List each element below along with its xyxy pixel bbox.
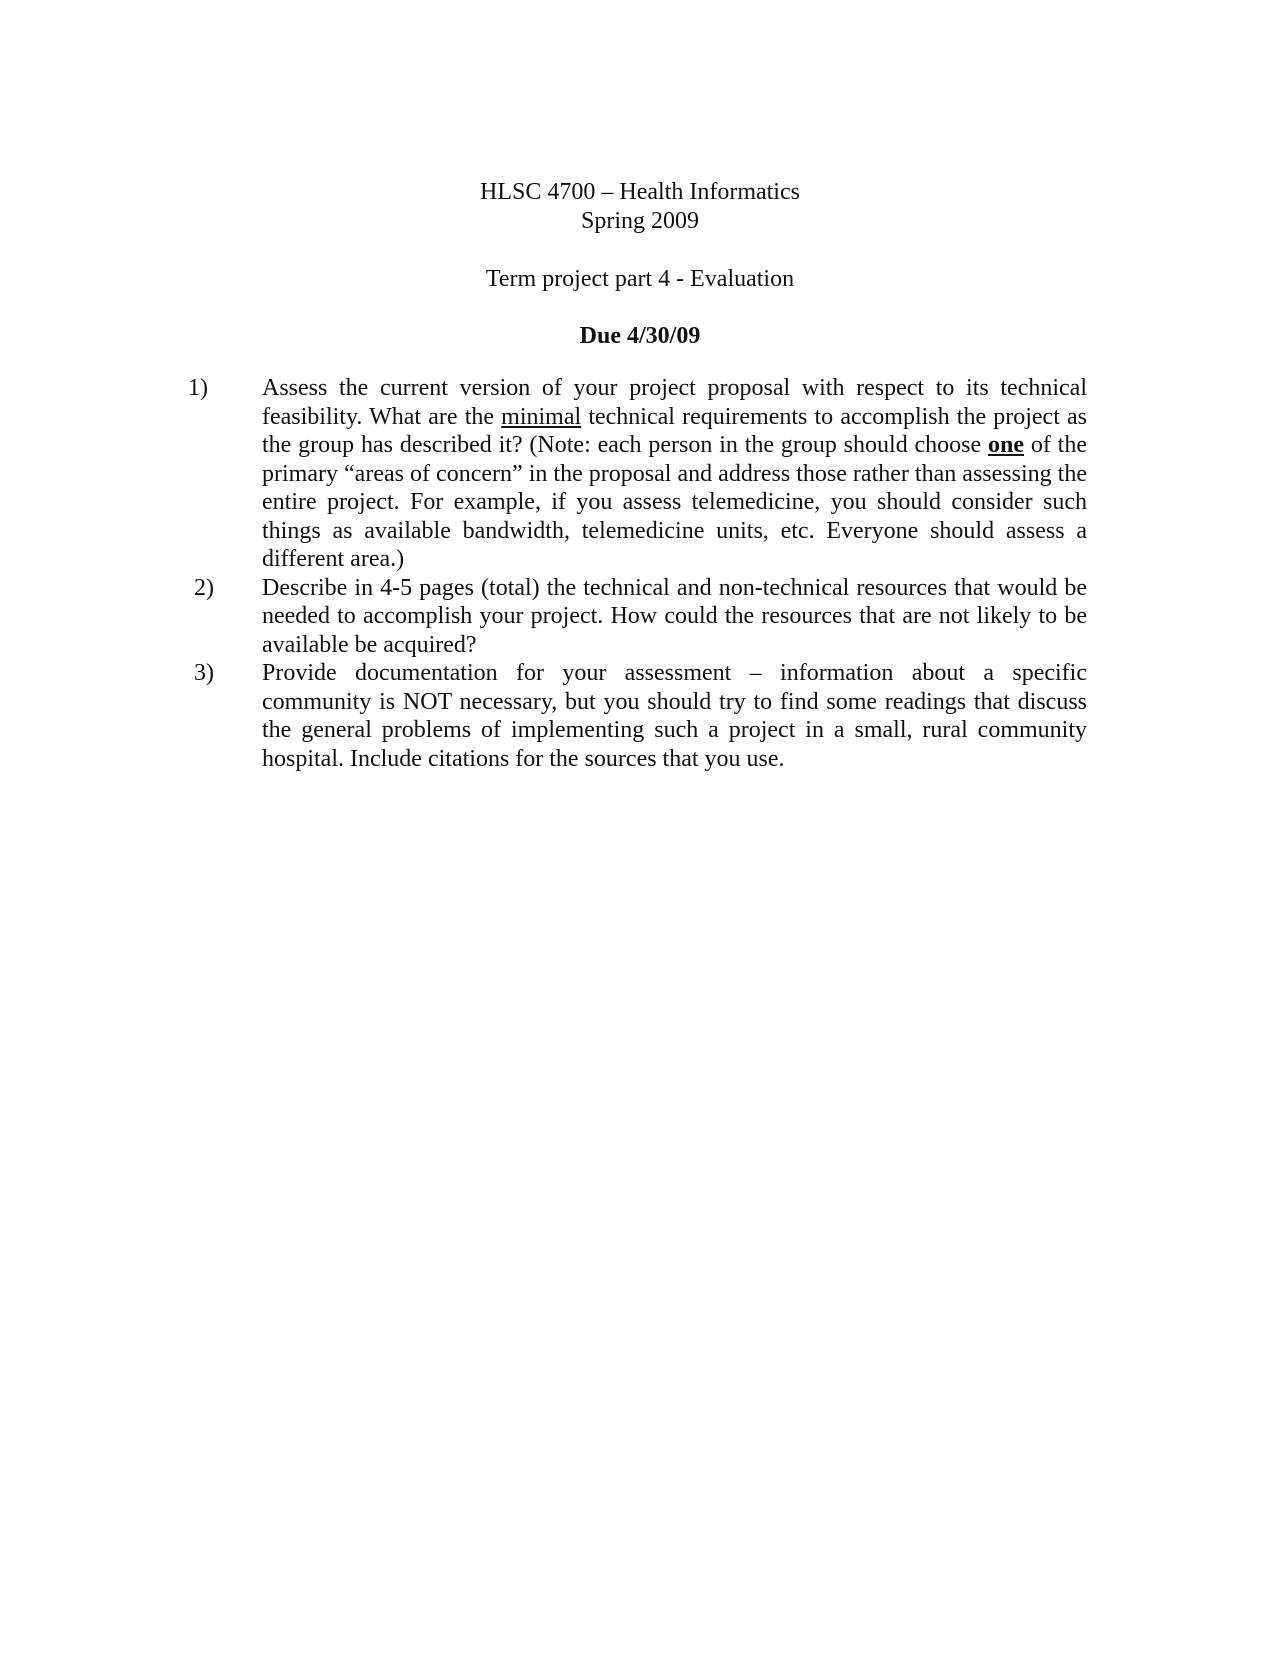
course-title: HLSC 4700 – Health Informatics — [480, 179, 800, 205]
due-date: Due 4/30/09 — [579, 323, 701, 349]
bold-underlined-word: one — [988, 432, 1025, 458]
item-number: 3) — [194, 660, 214, 686]
item-number: 1) — [188, 375, 208, 401]
list-item — [0, 574, 1280, 660]
list-item — [0, 374, 1280, 574]
item-text: Provide documentation for your assessment – information about a specific community is NOT necessary, but you should try to find some readings that discuss the general problems of implementing such a project in a small, rural community hospital. Include citations for the sources that you use. — [262, 660, 1087, 772]
requirements-list — [0, 374, 1280, 773]
item-text: Describe in 4-5 pages (total) the technical and non-technical resources that would be needed to accomplish your project. How could the resources that are not likely to be available be acquired? — [262, 574, 1087, 658]
underlined-word: minimal — [501, 403, 582, 430]
item-text: Assess the current version of your project proposal with respect to its technical feasibility. What are the minimal technical requirements to accomplish the project as the group has described it? (Note: each person in the group should choose one of the primary “areas of concern” in the proposal and address those rather than assessing the entire project. For example, if you assess telemedicine, you should consider such things as available bandwidth, telemedicine units, etc. Everyone should assess a different area.) — [262, 375, 1088, 572]
item-number: 2) — [194, 574, 214, 601]
list-item — [0, 659, 1280, 773]
term-label: Spring 2009 — [580, 208, 699, 234]
assignment-title: Term project part 4 - Evaluation — [485, 266, 795, 292]
